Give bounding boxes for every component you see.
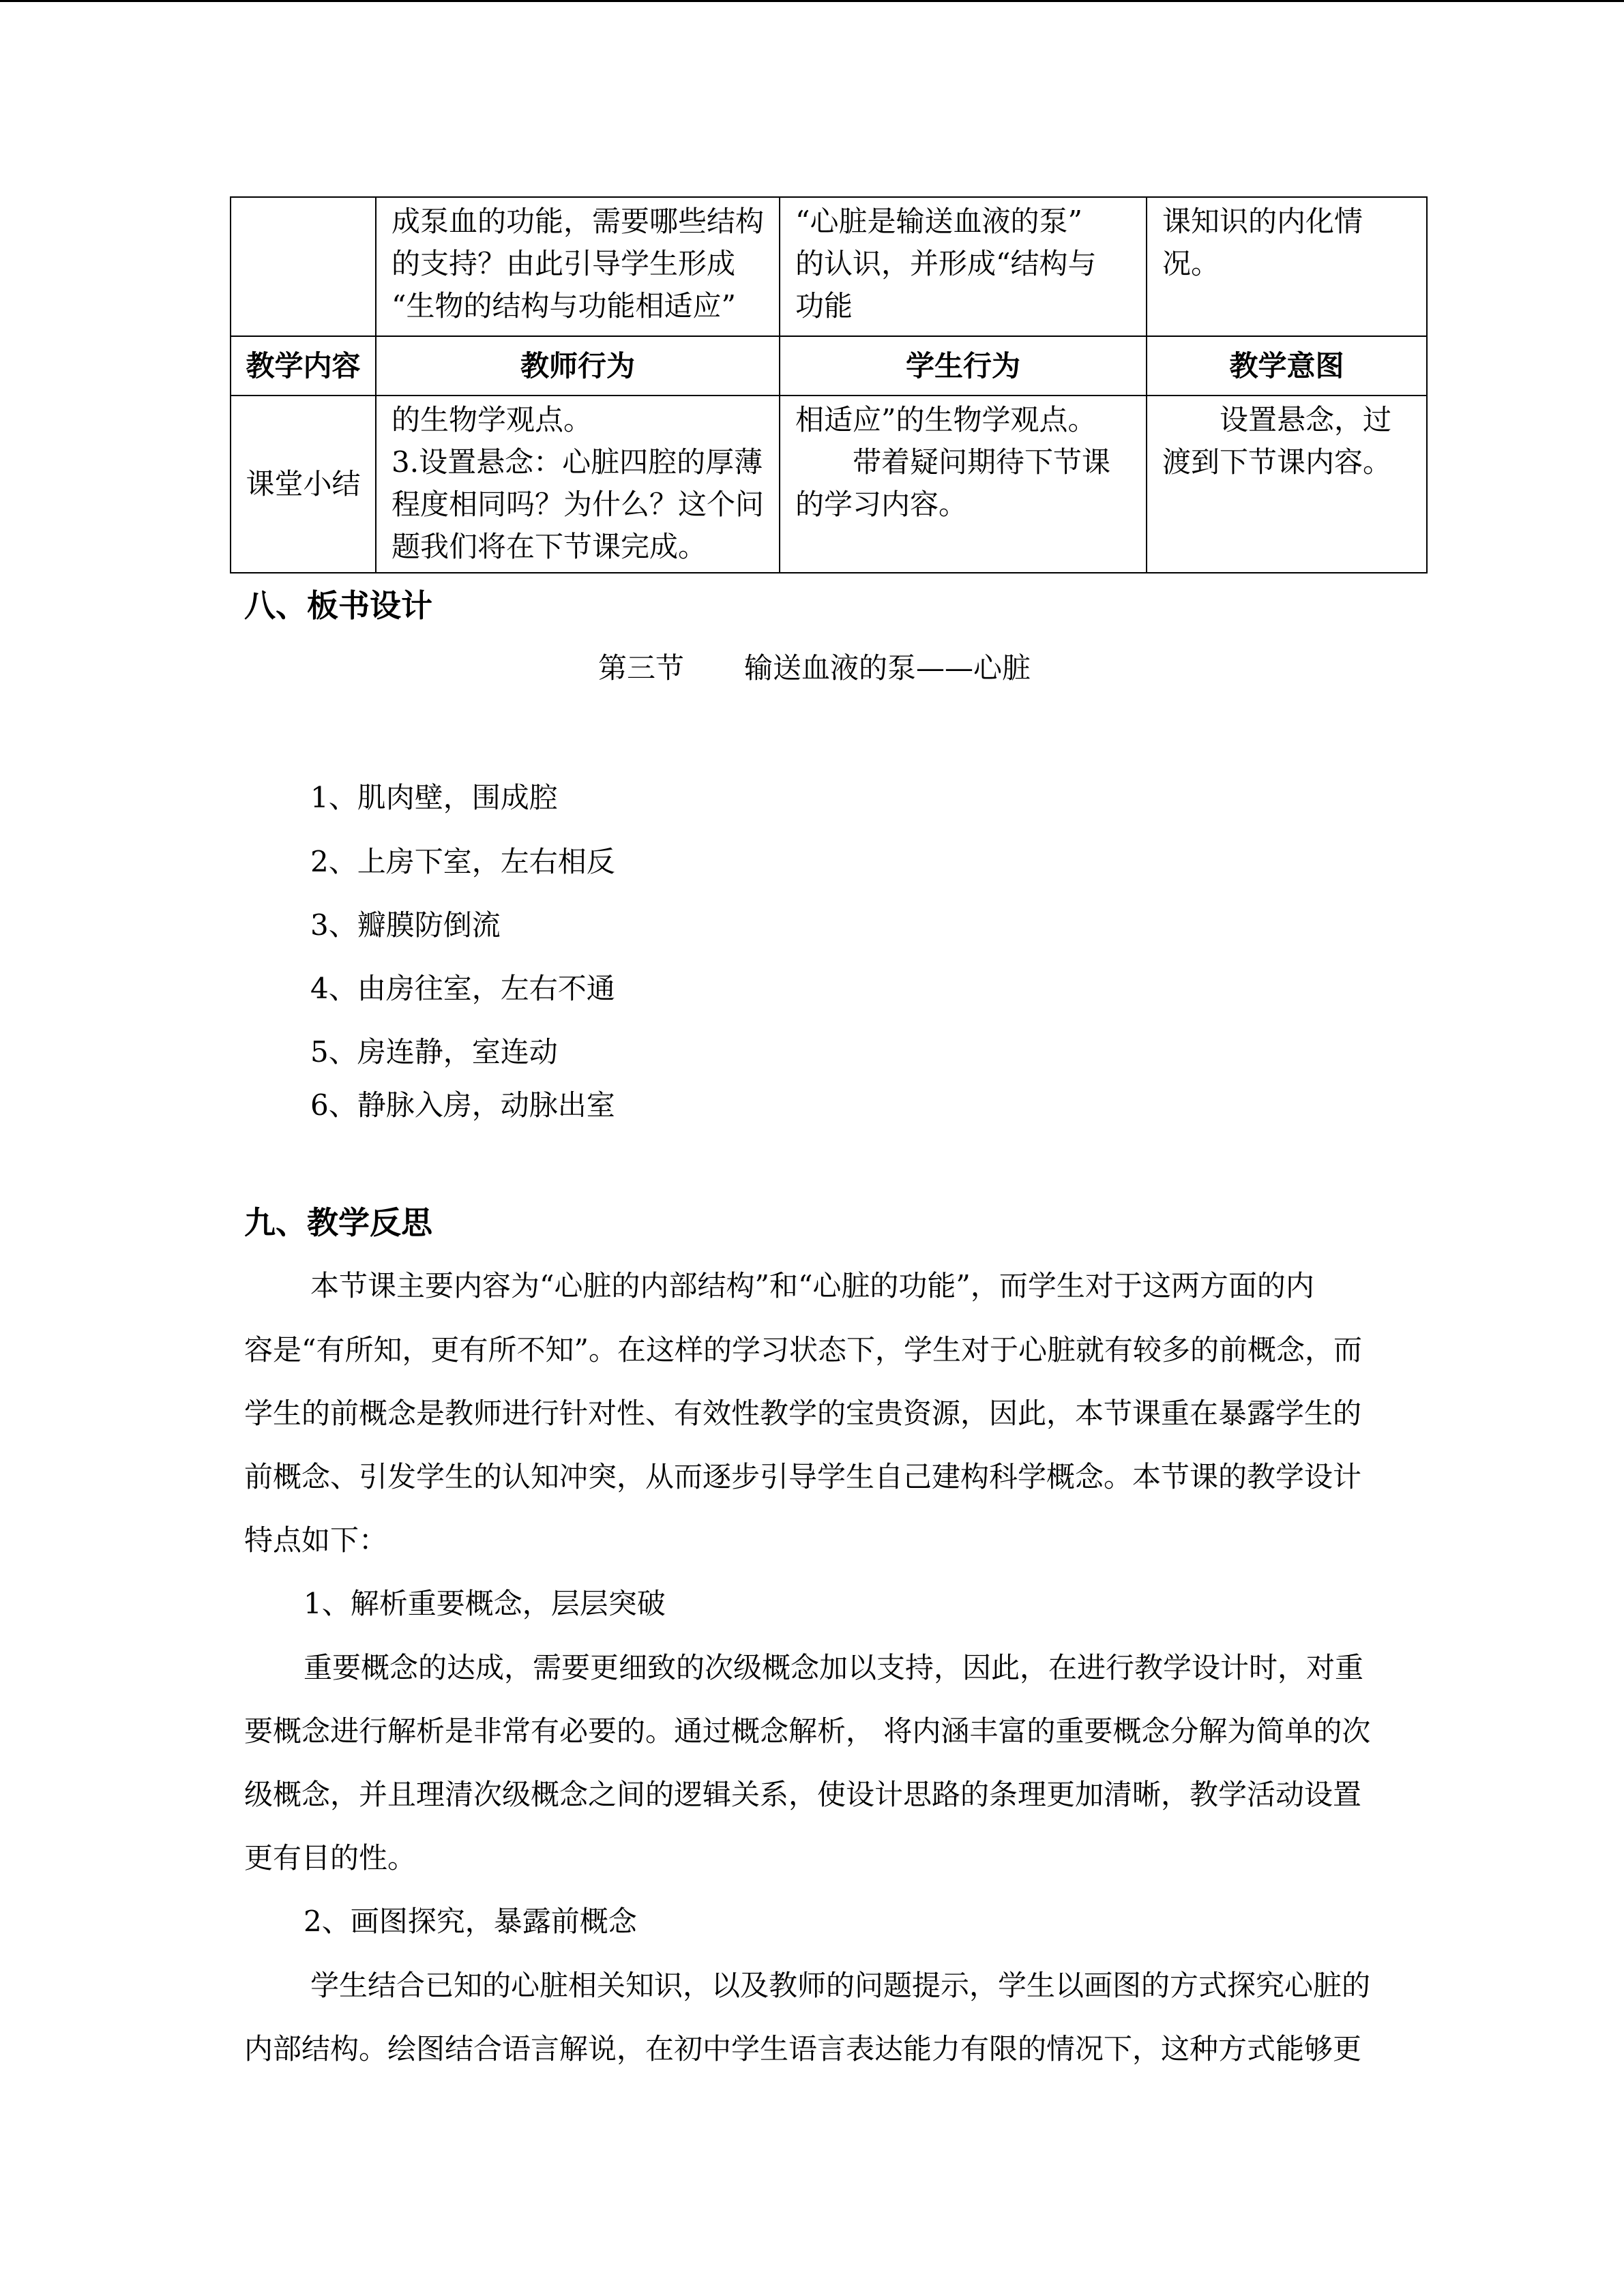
cell-content-empty xyxy=(231,197,376,336)
paragraph-line: 前概念、引发学生的认知冲突，从而逐步引导学生自己建构科学概念。本节课的教学设计 xyxy=(244,1460,1362,1493)
cell-teacher-continuation: 成泵血的功能，需要哪些结构 的支持？由此引导学生形成 “生物的结构与功能相适应” xyxy=(376,197,780,336)
lesson-table xyxy=(230,196,1428,573)
board-item: 5、房连静，室连动 xyxy=(310,1035,558,1069)
table-header-row xyxy=(231,336,1427,396)
paragraph-line: 级概念，并且理清次级概念之间的逻辑关系，使设计思路的条理更加清晰，教学活动设置 xyxy=(244,1778,1362,1811)
point-title: 2、画图探究，暴露前概念 xyxy=(304,1905,637,1938)
paragraph-line: 更有目的性。 xyxy=(244,1841,417,1875)
board-item: 2、上房下室，左右相反 xyxy=(310,845,615,878)
cell-student-summary: 相适应”的生物学观点。 带着疑问期待下节课 的学习内容。 xyxy=(780,396,1147,573)
paragraph-line: 本节课主要内容为“心脏的内部结构”和“心脏的功能”，而学生对于这两方面的内 xyxy=(310,1269,1314,1302)
table-row-summary xyxy=(231,396,1427,573)
paragraph-line: 重要概念的达成，需要更细致的次级概念加以支持，因此，在进行教学设计时，对重 xyxy=(304,1651,1364,1684)
section-heading-teaching-reflection: 九、教学反思 xyxy=(244,1204,432,1241)
table-row-continuation xyxy=(231,197,1427,336)
cell-teacher-summary: 的生物学观点。 3.设置悬念：心脏四腔的厚薄 程度相同吗？为什么？这个问 题我们将在下节课完成。 xyxy=(376,396,780,573)
paragraph-line: 学生结合已知的心脏相关知识，以及教师的问题提示，学生以画图的方式探究心脏的 xyxy=(310,1969,1371,2002)
board-item: 3、瓣膜防倒流 xyxy=(310,908,501,942)
board-title xyxy=(598,648,1031,689)
paragraph-line: 特点如下： xyxy=(244,1523,388,1557)
header-teacher: 教师行为 xyxy=(376,336,780,396)
board-item: 4、由房往室，左右不通 xyxy=(310,972,615,1005)
paragraph-line: 学生的前概念是教师进行针对性、有效性教学的宝贵资源，因此，本节课重在暴露学生的 xyxy=(244,1397,1362,1430)
paragraph-line: 要概念进行解析是非常有必要的。通过概念解析， 将内涵丰富的重要概念分解为简单的次 xyxy=(244,1714,1371,1748)
board-section-number: 第三节 xyxy=(598,651,685,685)
cell-intent-summary: 设置悬念，过 渡到下节课内容。 xyxy=(1147,396,1427,573)
paragraph-line: 内部结构。绘图结合语言解说，在初中学生语言表达能力有限的情况下，这种方式能够更 xyxy=(244,2032,1362,2066)
paragraph-line: 容是“有所知，更有所不知”。在这样的学习状态下，学生对于心脏就有较多的前概念，而 xyxy=(244,1333,1362,1367)
section-heading-board-design: 八、板书设计 xyxy=(244,587,432,624)
header-content: 教学内容 xyxy=(231,336,376,396)
cell-student-continuation: “心脏是输送血液的泵” 的认识，并形成“结构与 功能 xyxy=(780,197,1147,336)
cell-summary-label: 课堂小结 xyxy=(231,396,376,573)
header-intent: 教学意图 xyxy=(1147,336,1427,396)
board-item: 6、静脉入房，动脉出室 xyxy=(310,1088,615,1122)
point-title: 1、解析重要概念，层层突破 xyxy=(304,1587,666,1620)
header-student: 学生行为 xyxy=(780,336,1147,396)
board-title-text: 输送血液的泵——心脏 xyxy=(744,651,1031,685)
cell-intent-continuation: 课知识的内化情 况。 xyxy=(1147,197,1427,336)
board-item: 1、肌肉壁，围成腔 xyxy=(310,781,558,814)
